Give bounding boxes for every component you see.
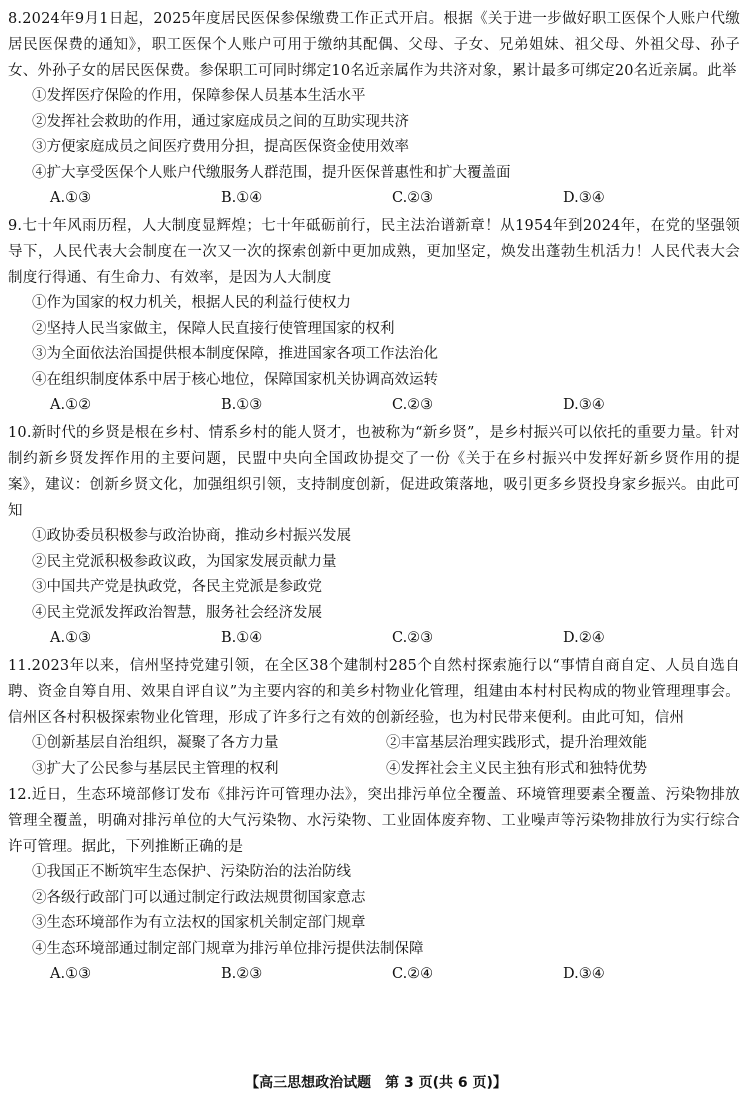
option-4: ④扩大享受医保个人账户代缴服务人群范围，提升医保普惠性和扩大覆盖面 xyxy=(32,164,511,181)
option-1: ①我国正不断筑牢生态保护、污染防治的法治防线 xyxy=(32,864,351,881)
question-10 xyxy=(8,420,740,652)
question-8 xyxy=(8,6,740,212)
answer-a: A.①② xyxy=(50,397,92,414)
question-stem: 11.2023年以来，信州坚持党建引领，在全区38个建制村285个自然村探索施行以“事情自商自定、人员自选自聘、资金自筹自用、效果自评自议”为主要内容的和美乡村物业化管理，组建由本村村民构成的物业管理理事会。信州区各村积极探索物业化管理，形成了许多行之有效的创新经验，也为村民带来便利。由此可知，信州 xyxy=(8,657,740,726)
option-1: ①作为国家的权力机关，根据人民的利益行使权力 xyxy=(32,294,351,311)
option-2: ②坚持人民当家做主，保障人民直接行使管理国家的权利 xyxy=(32,320,395,337)
answer-choices xyxy=(8,186,740,212)
option-1: ①创新基层自治组织，凝聚了各方力量 xyxy=(32,734,279,751)
answer-c: C.②③ xyxy=(392,190,434,207)
question-11 xyxy=(8,653,740,782)
answer-b: B.①④ xyxy=(221,630,263,647)
option-2: ②民主党派积极参政议政，为国家发展贡献力量 xyxy=(32,553,337,570)
answer-c: C.②③ xyxy=(392,630,434,647)
page-footer: 【高三思想政治试题 第 3 页(共 6 页)】 xyxy=(245,1075,507,1091)
answer-choices xyxy=(8,962,740,988)
question-stem: 10.新时代的乡贤是根在乡村、情系乡村的能人贤才，也被称为“新乡贤”，是乡村振兴可以依托的重要力量。针对制约新乡贤发挥作用的主要问题，民盟中央向全国政协提交了一份《关于在乡村振兴中发挥好新乡贤作用的提案》，建议：创新乡贤文化，加强组织引领，支持制度创新，促进政策落地，吸引更多乡贤投身家乡振兴。由此可知 xyxy=(8,424,740,519)
option-4: ④生态环境部通过制定部门规章为排污单位排污提供法制保障 xyxy=(32,940,424,957)
option-1: ①发挥医疗保险的作用，保障参保人员基本生活水平 xyxy=(32,88,366,104)
question-stem: 9.七十年风雨历程，人大制度显辉煌；七十年砥砺前行，民主法治谱新章！从1954年到2024年，在党的坚强领导下，人民代表大会制度在一次又一次的探索创新中更加成熟，更加坚定，焕发出蓬勃生机活力！人民代表大会制度行得通、有生命力、有效率，是因为人大制度 xyxy=(8,217,740,286)
answer-choices xyxy=(8,626,740,652)
answer-d: D.②④ xyxy=(563,630,605,647)
option-row xyxy=(8,757,740,783)
option-4: ④民主党派发挥政治智慧，服务社会经济发展 xyxy=(32,604,322,621)
question-stem: 12.近日，生态环境部修订发布《排污许可管理办法》，突出排污单位全覆盖、环境管理要素全覆盖、污染物排放管理全覆盖，明确对排污单位的大气污染物、水污染物、工业固体废弃物、工业噪声等污染物排放行为实行综合许可管理。据此，下列推断正确的是 xyxy=(8,787,740,856)
option-1: ①政协委员积极参与政治协商，推动乡村振兴发展 xyxy=(32,527,351,544)
question-9 xyxy=(8,213,740,419)
answer-choices xyxy=(8,393,740,419)
answer-b: B.①③ xyxy=(221,397,263,414)
question-12 xyxy=(8,782,740,988)
answer-a: A.①③ xyxy=(50,190,92,207)
answer-c: C.②③ xyxy=(392,397,434,414)
answer-b: B.①④ xyxy=(221,190,263,207)
answer-a: A.①③ xyxy=(50,966,92,983)
option-row xyxy=(8,731,740,757)
answer-d: D.③④ xyxy=(563,397,605,414)
question-stem: 8.2024年9月1日起，2025年度居民医保参保缴费工作正式开启。根据《关于进一步做好职工医保个人账户代缴居民医保费的通知》，职工医保个人账户可用于缴纳其配偶、父母、子女、兄弟姐妹、祖父母、外祖父母、孙子女、外孙子女的居民医保费。参保职工可同时绑定10名近亲属作为共济对象，累计最多可绑定20名近亲属。此举 xyxy=(8,11,740,79)
option-3: ③中国共产党是执政党，各民主党派是参政党 xyxy=(32,579,322,596)
option-4: ④发挥社会主义民主独有形式和独特优势 xyxy=(386,760,647,777)
option-2: ②各级行政部门可以通过制定行政法规贯彻国家意志 xyxy=(32,889,366,906)
option-2: ②发挥社会救助的作用，通过家庭成员之间的互助实现共济 xyxy=(32,113,409,130)
answer-b: B.②③ xyxy=(221,966,263,983)
option-2: ②丰富基层治理实践形式，提升治理效能 xyxy=(386,734,647,751)
option-4: ④在组织制度体系中居于核心地位，保障国家机关协调高效运转 xyxy=(32,371,438,388)
answer-a: A.①③ xyxy=(50,630,92,647)
answer-c: C.②④ xyxy=(392,966,434,983)
answer-d: D.③④ xyxy=(563,190,605,207)
answer-d: D.③④ xyxy=(563,966,605,983)
option-3: ③为全面依法治国提供根本制度保障，推进国家各项工作法治化 xyxy=(32,346,438,363)
option-3: ③方便家庭成员之间医疗费用分担，提高医保资金使用效率 xyxy=(32,139,409,156)
option-3: ③生态环境部作为有立法权的国家机关制定部门规章 xyxy=(32,915,366,932)
option-3: ③扩大了公民参与基层民主管理的权利 xyxy=(32,760,279,777)
